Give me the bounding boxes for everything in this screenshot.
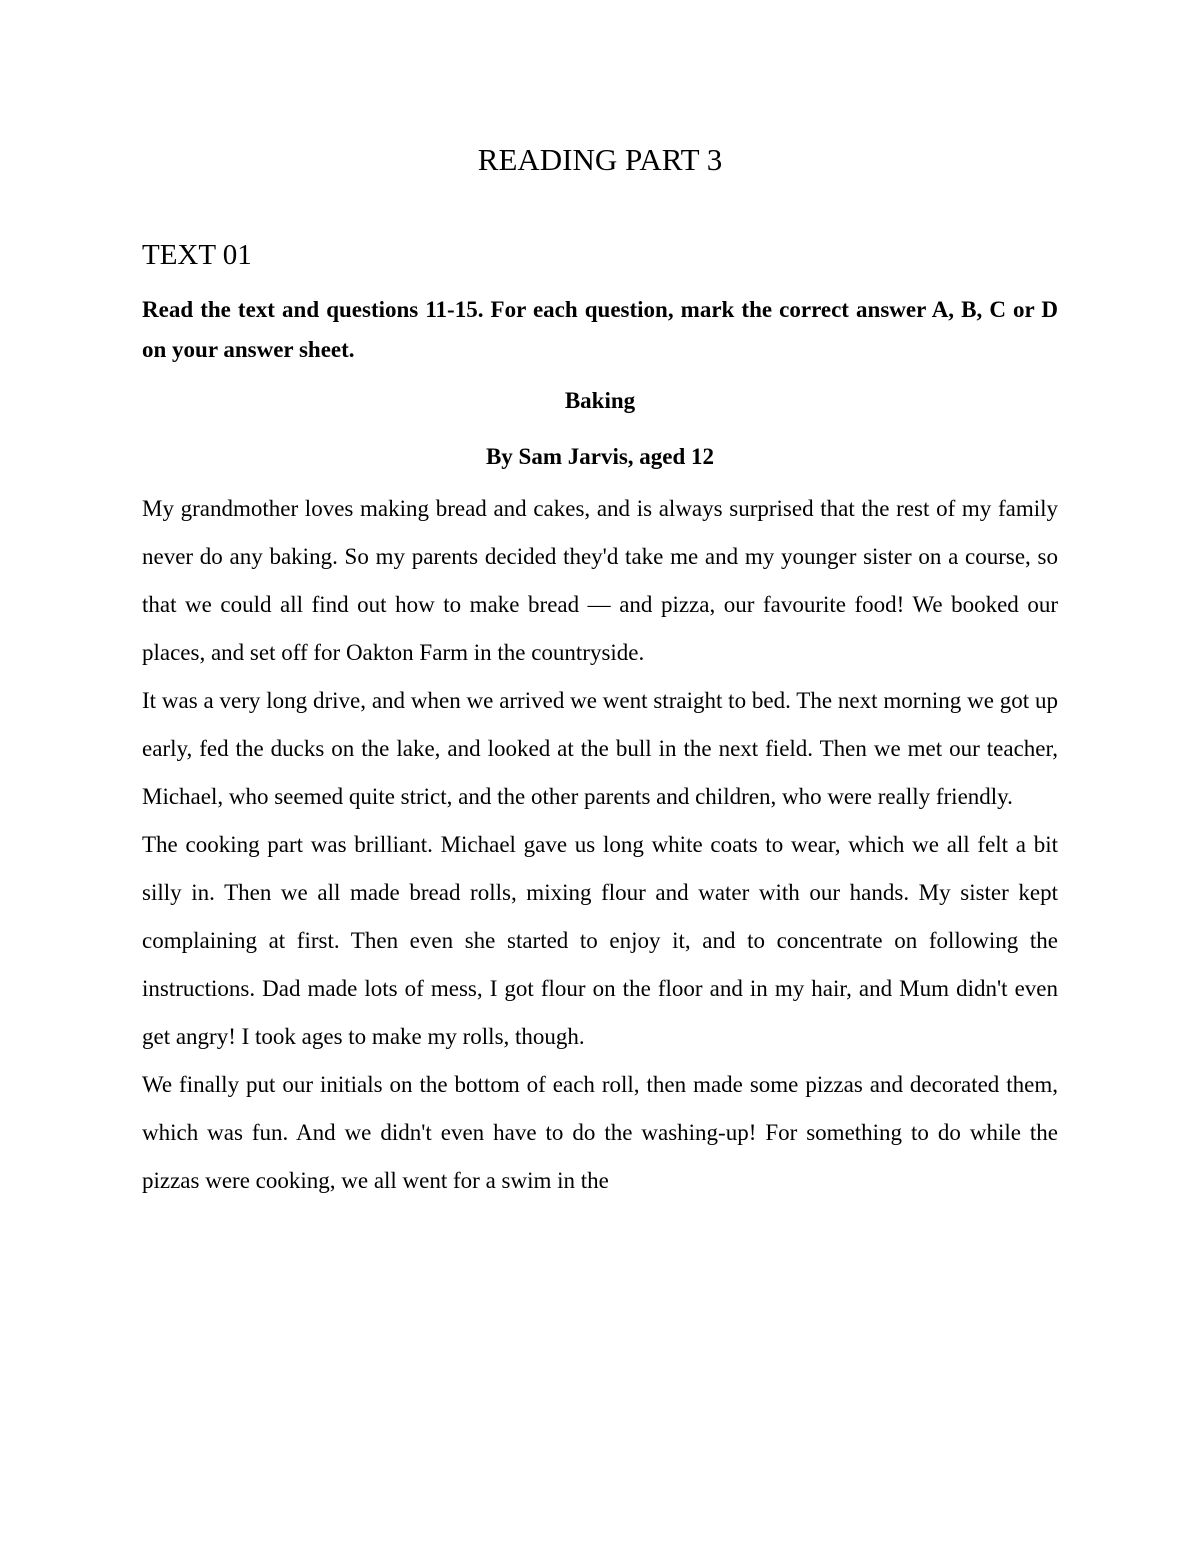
story-paragraph: We finally put our initials on the bottom of each roll, then made some pizzas and decorated them, which was fun. And we didn't even have to do the washing-up! For something to do while the pizzas were cooking, we all went for a swim in the [142, 1072, 1058, 1193]
text-label: TEXT 01 [142, 239, 252, 271]
story-body [142, 485, 1058, 1205]
story-paragraph: It was a very long drive, and when we arrived we went straight to bed. The next morning we got up early, fed the ducks on the lake, and looked at the bull in the next field. Then we met our teacher, Michael, who seemed quite strict, and the other parents and children, who were really friendly. [142, 688, 1058, 809]
story-paragraph: The cooking part was brilliant. Michael gave us long white coats to wear, which we all felt a bit silly in. Then we all made bread rolls, mixing flour and water with our hands. My sister kept complaining at first. Then even she started to enjoy it, and to concentrate on following the instructions. Dad made lots of mess, I got flour on the floor and in my hair, and Mum didn't even get angry! I took ages to make my rolls, though. [142, 832, 1058, 1049]
story-paragraph: My grandmother loves making bread and cakes, and is always surprised that the rest of my family never do any baking. So my parents decided they'd take me and my younger sister on a course, so that we could all find out how to make bread — and pizza, our favourite food! We booked our places, and set off for Oakton Farm in the countryside. [142, 496, 1058, 665]
story-title: Baking [564, 388, 636, 413]
instructions: Read the text and questions 11-15. For each question, mark the correct answer A, B, C or D on your answer sheet. [142, 297, 1058, 362]
part-title: READING PART 3 [477, 142, 723, 177]
story-byline: By Sam Jarvis, aged 12 [485, 444, 715, 469]
